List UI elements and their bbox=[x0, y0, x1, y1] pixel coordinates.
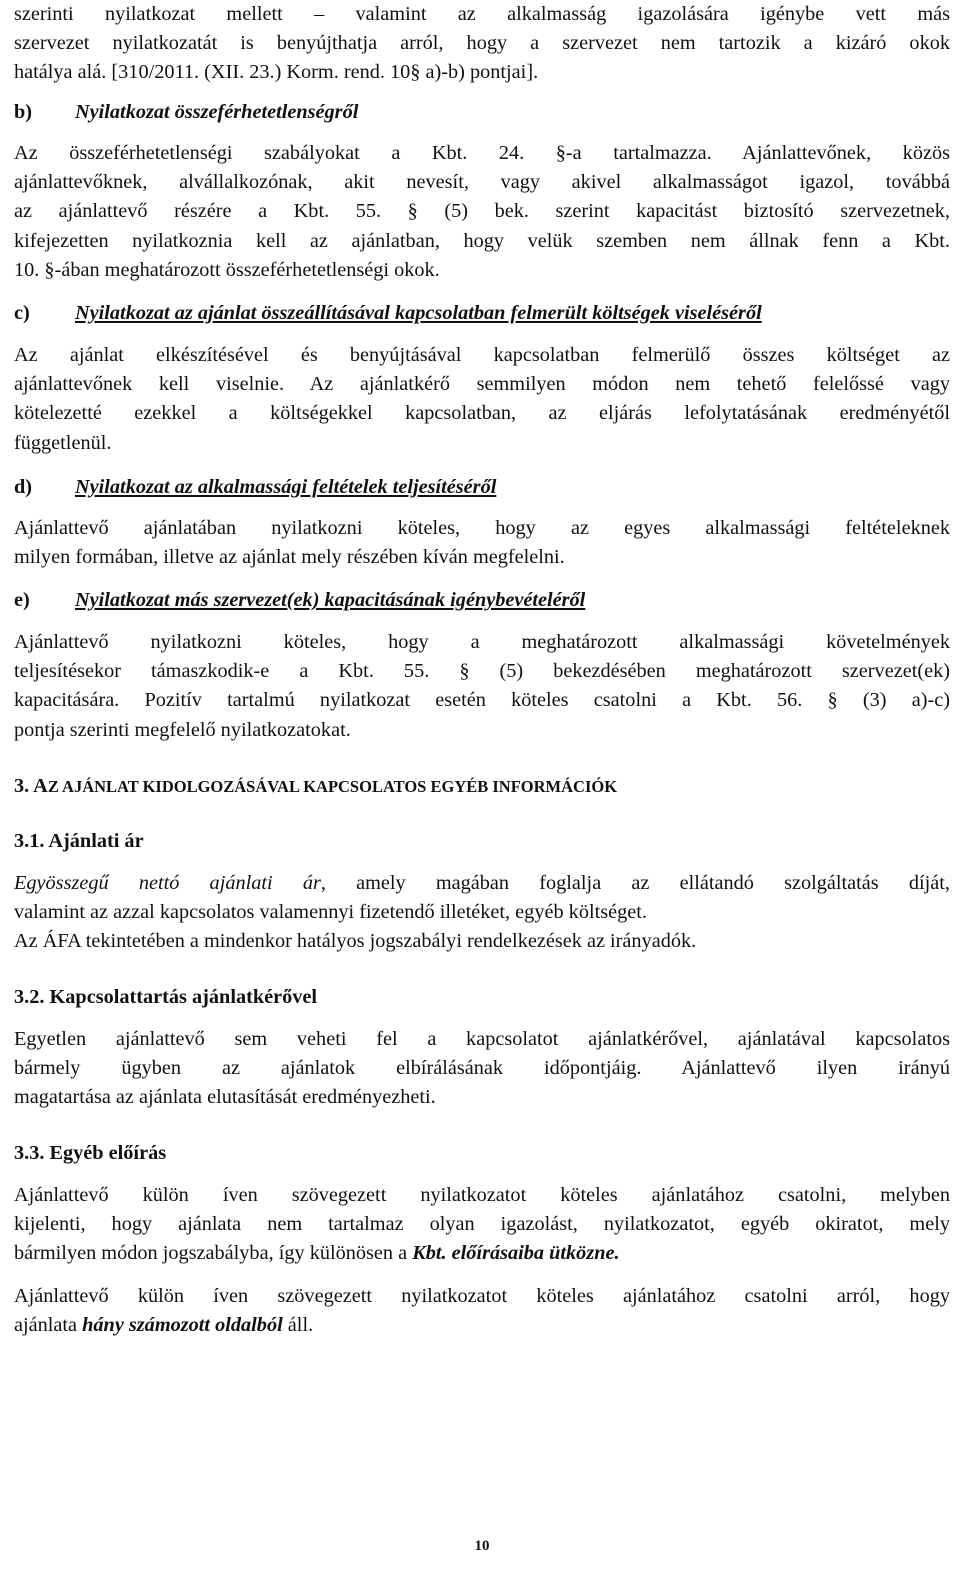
text-line: Ajánlattevő külön íven szövegezett nyilatkozatot köteles ajánlatához csatolni arról, hogy bbox=[14, 1285, 950, 1307]
text-line: szervezet nyilatkozatát is benyújthatja arról, hogy a szervezet nem tartozik a kizáró okok bbox=[14, 32, 950, 55]
text-line: teljesítésekor támaszkodik-e a Kbt. 55. § (5) bekezdésében meghatározott szervezet(ek) bbox=[14, 660, 950, 683]
text-line bbox=[14, 1311, 950, 1340]
section-b-paragraph bbox=[14, 139, 950, 285]
section-marker: d) bbox=[14, 476, 33, 498]
section-3-3-paragraph-2 bbox=[14, 1282, 950, 1340]
text-line: Az ÁFA tekintetében a mindenkor hatályos jogszabályi rendelkezések az irányadók. bbox=[14, 930, 697, 953]
text-line bbox=[14, 869, 950, 898]
section-3-3-paragraph-1 bbox=[14, 1181, 950, 1269]
text-line: ajánlattevőknek, alvállalkozónak, akit nevesít, vagy akivel alkalmasságot igazol, továbbá bbox=[14, 171, 950, 194]
chapter-first-letter: A bbox=[33, 775, 48, 797]
text-span: áll. bbox=[282, 1314, 314, 1337]
text-line: valamint az azzal kapcsolatos valamennyi fizetendő illetéket, egyéb költséget. bbox=[14, 901, 647, 924]
text-line: Az ajánlat elkészítésével és benyújtásával kapcsolatban felmerülő összes költséget az bbox=[14, 344, 950, 366]
chapter-number: 3. bbox=[14, 775, 34, 797]
text-line: Egyetlen ajánlattevő sem veheti fel a kapcsolatot ajánlatkérővel, ajánlatával kapcsolatos bbox=[14, 1028, 950, 1050]
text-line: Az összeférhetetlenségi szabályokat a Kbt. 24. §-a tartalmazza. Ajánlattevőnek, közös bbox=[14, 142, 950, 164]
intro-paragraph bbox=[14, 0, 950, 88]
document-page bbox=[14, 0, 950, 1578]
section-title: Nyilatkozat más szervezet(ek) kapacitásának igénybevételéről bbox=[75, 589, 586, 611]
text-line: milyen formában, illetve az ajánlat mely részében kíván megfelelni. bbox=[14, 546, 565, 569]
section-marker: e) bbox=[14, 589, 30, 611]
section-title: Nyilatkozat összeférhetetlenségről bbox=[75, 101, 359, 123]
section-c-paragraph bbox=[14, 341, 950, 458]
text-line: kifejezetten nyilatkoznia kell az ajánlatban, hogy velük szemben nem állnak fenn a Kbt. bbox=[14, 229, 950, 252]
chapter-heading bbox=[14, 772, 617, 801]
text-line: függetlenül. bbox=[14, 431, 112, 454]
text-line: szerinti nyilatkozat mellett – valamint az alkalmasság igazolására igénybe vett más bbox=[14, 3, 950, 25]
text-line: Ajánlattevő nyilatkozni köteles, hogy a meghatározott alkalmassági követelmények bbox=[14, 631, 950, 653]
section-c-heading bbox=[14, 299, 950, 328]
text-line: Ajánlattevő külön íven szövegezett nyilatkozatot köteles ajánlatához csatolni, melyben bbox=[14, 1184, 950, 1206]
section-e-paragraph bbox=[14, 628, 950, 745]
emphasis-text: Kbt. előírásaiba ütközne. bbox=[412, 1242, 620, 1265]
text-span: ajánlata bbox=[14, 1314, 83, 1337]
text-line: hatálya alá. [310/2011. (XII. 23.) Korm. rend. 10§ a)-b) pontjai]. bbox=[14, 61, 539, 84]
section-3-2-paragraph bbox=[14, 1025, 950, 1113]
section-title: Nyilatkozat az ajánlat összeállításával kapcsolatban felmerült költségek viseléséről bbox=[75, 302, 762, 324]
subsection-heading: 3.3. Egyéb előírás bbox=[14, 1142, 167, 1164]
text-line: az ajánlattevő részére a Kbt. 55. § (5) bek. szerint kapacitást biztosító szervezetnek, bbox=[14, 200, 950, 223]
text-line: kötelezetté ezekkel a költségekkel kapcsolatban, az eljárás lefolytatásának eredményétől bbox=[14, 402, 950, 425]
text-span: bármilyen módon jogszabályba, így különösen a bbox=[14, 1242, 413, 1265]
page-number: 10 bbox=[474, 1538, 490, 1554]
subsection-heading: 3.2. Kapcsolattartás ajánlatkérővel bbox=[14, 986, 318, 1008]
section-e-heading bbox=[14, 586, 950, 615]
text-line: pontja szerinti megfelelő nyilatkozatokat. bbox=[14, 718, 351, 741]
text-line: Ajánlattevő ajánlatában nyilatkozni köteles, hogy az egyes alkalmassági feltételeknek bbox=[14, 517, 950, 539]
section-marker: b) bbox=[14, 101, 33, 123]
section-title: Nyilatkozat az alkalmassági feltételek teljesítéséről bbox=[75, 476, 497, 498]
text-line bbox=[14, 1239, 950, 1268]
emphasis-text: Egyösszegű nettó ajánlati ár bbox=[14, 872, 321, 894]
text-span: , amely magában foglalja az ellátandó szolgáltatás díját, bbox=[320, 872, 951, 894]
section-d-paragraph bbox=[14, 514, 950, 572]
emphasis-text: hány számozott oldalból bbox=[82, 1314, 283, 1337]
subsection-heading: 3.1. Ajánlati ár bbox=[14, 830, 144, 852]
text-line: kijelenti, hogy ajánlata nem tartalmaz olyan igazolást, nyilatkozatot, egyéb okiratot, mely bbox=[14, 1213, 950, 1236]
chapter-title: Z AJÁNLAT KIDOLGOZÁSÁVAL KAPCSOLATOS EGYÉB INFORMÁCIÓK bbox=[47, 777, 618, 796]
text-line: kapacitására. Pozitív tartalmú nyilatkozat esetén köteles csatolni a Kbt. 56. § (3) a)-c) bbox=[14, 689, 950, 712]
text-line: 10. §-ában meghatározott összeférhetetlenségi okok. bbox=[14, 258, 440, 281]
section-d-heading bbox=[14, 473, 950, 502]
text-line: bármely ügyben az ajánlatok elbírálásának időpontjáig. Ajánlattevő ilyen irányú bbox=[14, 1057, 950, 1080]
section-marker: c) bbox=[14, 302, 30, 324]
section-3-1-paragraph bbox=[14, 869, 950, 957]
text-line: ajánlattevőnek kell viselnie. Az ajánlatkérő semmilyen módon nem tehető felelőssé vagy bbox=[14, 373, 950, 396]
section-b-heading bbox=[14, 98, 950, 127]
text-line: magatartása az ajánlata elutasítását eredményezheti. bbox=[14, 1086, 436, 1109]
